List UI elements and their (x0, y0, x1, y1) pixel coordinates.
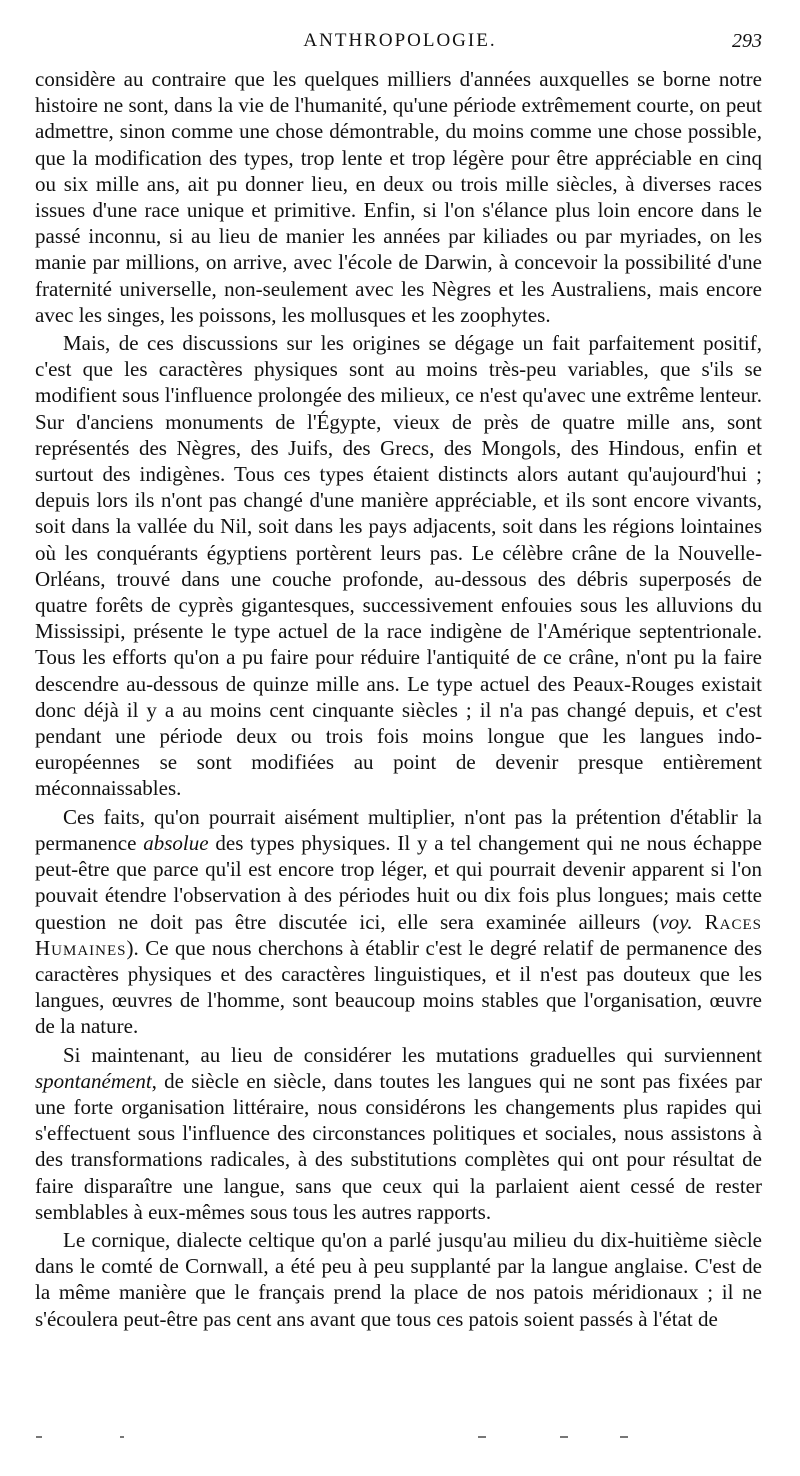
paragraph-3-voy: voy. (659, 909, 693, 934)
paragraph-3-text-b: des types physiques. Il y a tel changement qui ne nous échappe peut-être que parce qu'il est encore trop léger, et qui pourrait devenir apparent si l'on pouvait étendre l'observation à des périodes huit ou dix fois plus longues; mais cette question ne doit pas être discutée ici, elle sera examinée ailleurs ( (35, 830, 762, 934)
paragraph-4-text-b: , de siècle en siècle, dans toutes les langues qui ne sont pas fixées par une forte organisation littéraire, nous considérons les changements plus rapides qui s'effectuent sous l'influence des circonstances politiques et sociales, nous assistons à des transformations radicales, à des substitutions complètes qui ont pour résultat de faire disparaître une langue, sans que ceux qui la parlaient aient cessé de rester semblables à eux-mêmes sous tous les autres rapports. (35, 1068, 762, 1224)
paragraph-1: considère au contraire que les quelques milliers d'années auxquelles se borne notre histoire ne sont, dans la vie de l'humanité, qu'une période extrêmement courte, on peut admettre, sinon comme une chose démontrable, du moins comme une chose possible, que la modification des types, trop lente et trop légère pour être appréciable en cinq ou six mille ans, ait pu donner lieu, en deux ou trois mille siècles, à diverses races issues d'une race unique et primitive. Enfin, si l'on s'élance plus loin encore dans le passé inconnu, si au lieu de manier les années par kiliades ou par myriades, on les manie par millions, on arrive, avec l'école de Darwin, à concevoir la possibilité d'une fraternité universelle, non-seulement avec les Nègres et les Australiens, mais encore avec les singes, les poissons, les mollusques et les zoophytes. (35, 67, 762, 327)
paragraph-2: Mais, de ces discussions sur les origines se dégage un fait parfaitement positif, c'est que les caractères physiques sont au moins très-peu variables, que s'ils se modifient sous l'influence prolongée des milieux, ce n'est qu'avec une extrême lenteur. Sur d'anciens monuments de l'Égypte, vieux de près de quatre mille ans, sont représentés des Nègres, des Juifs, des Grecs, des Mongols, des Hindous, enfin et surtout des indigènes. Tous ces types étaient distincts alors autant qu'aujourd'hui ; depuis lors ils n'ont pas changé d'une manière appréciable, et ils sont encore vivants, soit dans la vallée du Nil, soit dans les pays adjacents, soit dans les régions lointaines où les conquérants égyptiens portèrent leurs pas. Le célèbre crâne de la Nouvelle-Orléans, trouvé dans une couche profonde, au-dessous des débris superposés de quatre forêts de cyprès gigantesques, successivement enfouies sous les alluvions du Mississipi, présente le type actuel de la race indigène de l'Amérique septentrionale. Tous les efforts qu'on a pu faire pour réduire l'antiquité de ce crâne, n'ont pu la faire descendre au-dessous de quinze mille ans. Le type actuel des Peaux-Rouges existait donc déjà il y a au moins cent cinquante siècles ; il n'a pas changé depuis, et c'est pendant une période deux ou trois fois moins longue que les langues indo-européennes se sont modifiées au point de devenir presque entièrement méconnaissables. (35, 331, 762, 801)
paragraph-3-emphasis: absolue (143, 830, 209, 855)
paragraph-3 (35, 804, 762, 1040)
paragraph-4 (35, 1042, 762, 1225)
paragraph-3-cross-reference: Races Humaines (35, 909, 763, 960)
paragraph-4-text-a: Si maintenant, au lieu de considérer les mutations graduelles qui surviennent (63, 1042, 762, 1067)
paragraph-4-emphasis: spontanément (35, 1068, 152, 1093)
paragraph-3-text-a: Ces faits, qu'on pourrait aisément multiplier, n'ont pas la prétention d'établir la permanence (35, 804, 762, 855)
footer-scan-marks (0, 1436, 800, 1442)
running-head (0, 30, 800, 54)
scan-mark (560, 1436, 568, 1438)
page-number: 293 (732, 30, 762, 52)
paragraph-5: Le cornique, dialecte celtique qu'on a parlé jusqu'au milieu du dix-huitième siècle dans le comté de Cornwall, a été peu à peu supplanté par la langue anglaise. C'est de la même manière que le français prend la place de nos patois méridionaux ; il ne s'écoulera peut-être pas cent ans avant que tous ces patois soient passés à l'état de (35, 1227, 762, 1331)
scan-mark (120, 1436, 124, 1438)
text-block (35, 66, 762, 1334)
paragraph-3-text-c: ). Ce que nous cherchons à établir c'est le degré relatif de permanence des caractères physiques et des caractères linguistiques, et il n'est pas douteux que les langues, œuvres de l'homme, sont beaucoup moins stables que l'organisation, œuvre de la nature. (35, 935, 762, 1039)
running-title: ANTHROPOLOGIE. (303, 30, 497, 51)
scan-mark (478, 1436, 486, 1438)
scan-mark (36, 1436, 42, 1438)
scan-mark (620, 1436, 628, 1438)
